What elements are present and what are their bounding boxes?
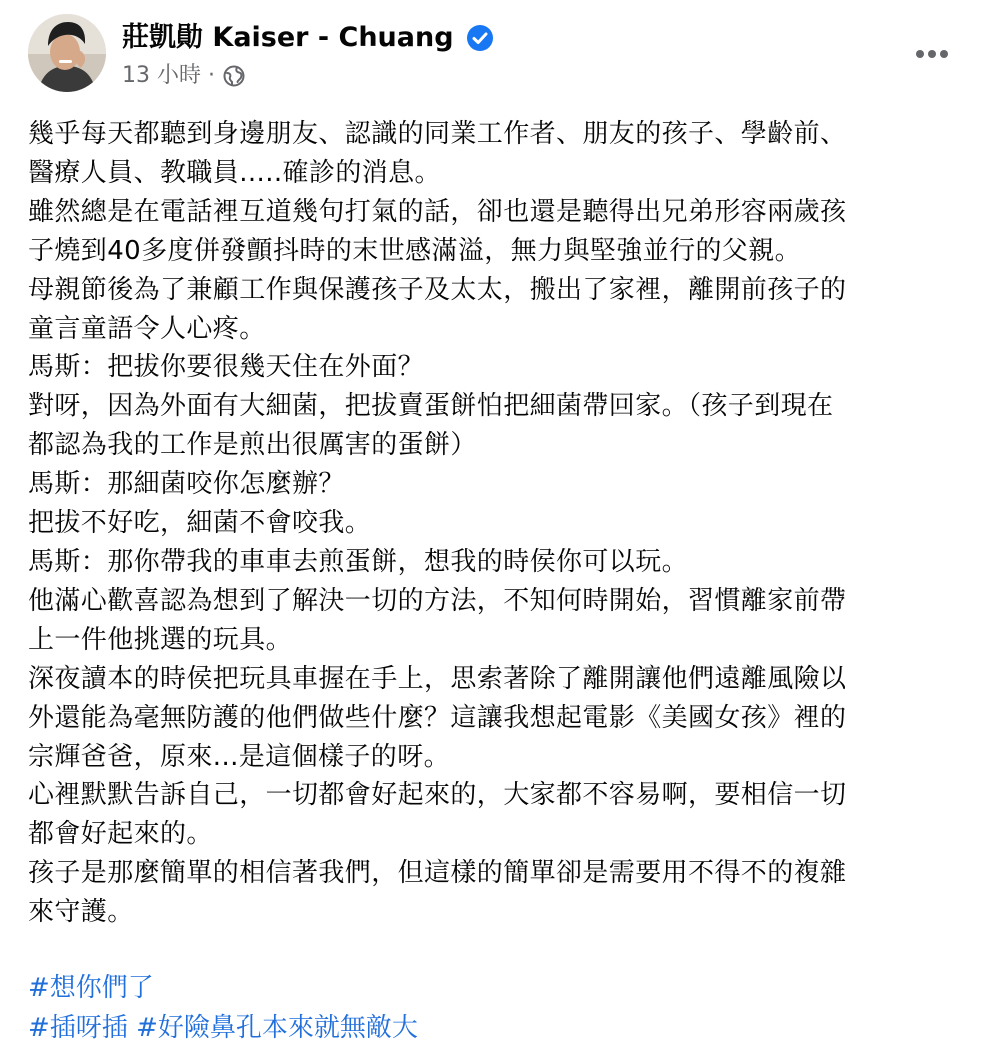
post-meta (122, 60, 246, 92)
post-text-line: 童言童語令人心疼。 (28, 313, 266, 344)
post-text-line: 把拔不好吃，細菌不會咬我。 (28, 508, 372, 539)
post-text-line: 外還能為毫無防護的他們做些什麼？這讓我想起電影《美國女孩》裡的 (28, 702, 847, 733)
post-text-line: 幾乎每天都聽到身邊朋友、認識的同業工作者、朋友的孩子、學齡前、 (28, 119, 847, 149)
post-text-line: 馬斯：那你帶我的車車去煎蛋餅，想我的時侯你可以玩。 (28, 546, 689, 577)
more-options-icon (915, 49, 949, 59)
post-header (28, 14, 958, 98)
hashtags (28, 968, 968, 1048)
post-text-line: 都會好起來的。 (28, 819, 213, 850)
post-text-line: 深夜讀本的時侯把玩具車握在手上，思索著除了離開讓他們遠離風險以 (28, 663, 847, 694)
post-text-line: 馬斯：那細菌咬你怎麼辦？ (28, 469, 345, 500)
post-text-line: 來守護。 (28, 897, 134, 928)
avatar-photo-icon (28, 14, 106, 92)
post-text-line: 上一件他挑選的玩具。 (28, 624, 293, 655)
author-name[interactable]: 莊凱勛 Kaiser - Chuang (122, 22, 454, 53)
post-timestamp[interactable]: 13 小時 (122, 63, 201, 88)
hashtag-line (28, 1008, 968, 1048)
post-text-line: 馬斯：把拔你要很幾天住在外面？ (28, 352, 425, 383)
post-text-line: 宗輝爸爸，原來...是這個樣子的呀。 (28, 741, 450, 772)
author-row (122, 20, 494, 56)
verified-badge-icon (466, 24, 494, 52)
author-avatar[interactable] (28, 14, 106, 92)
post-text-line: 都認為我的工作是煎出很厲害的蛋餅） (28, 430, 477, 461)
hashtag-line (28, 968, 968, 1008)
post-body (28, 115, 968, 932)
meta-separator: · (208, 63, 215, 88)
globe-icon[interactable] (222, 64, 246, 88)
post-text-line: 雖然總是在電話裡互道幾句打氣的話，卻也還是聽得出兄弟形容兩歲孩 (28, 196, 847, 227)
post-text-line: 心裡默默告訴自己，一切都會好起來的，大家都不容易啊，要相信一切 (28, 780, 847, 811)
hashtag-link[interactable]: #想你們了 (28, 973, 154, 1003)
post-text-line: 子燒到40多度併發顫抖時的末世感滿溢，無力與堅強並行的父親。 (28, 235, 802, 266)
post-text-line: 他滿心歡喜認為想到了解決一切的方法，不知何時開始，習慣離家前帶 (28, 585, 847, 616)
hashtag-link[interactable]: #好險鼻孔本來就無敵大 (136, 1013, 418, 1043)
post-text-line: 對呀，因為外面有大細菌，把拔賣蛋餅怕把細菌帶回家。（孩子到現在 (28, 391, 834, 422)
hashtag-link[interactable]: #插呀插 (28, 1013, 128, 1043)
post-text-line: 醫療人員、教職員.....確診的消息。 (28, 157, 441, 188)
post-text-line: 孩子是那麼簡單的相信著我們，但這樣的簡單卻是需要用不得不的複雜 (28, 858, 847, 889)
post-text-line: 母親節後為了兼顧工作與保護孩子及太太，搬出了家裡，離開前孩子的 (28, 274, 847, 305)
more-options-button[interactable] (908, 34, 956, 74)
